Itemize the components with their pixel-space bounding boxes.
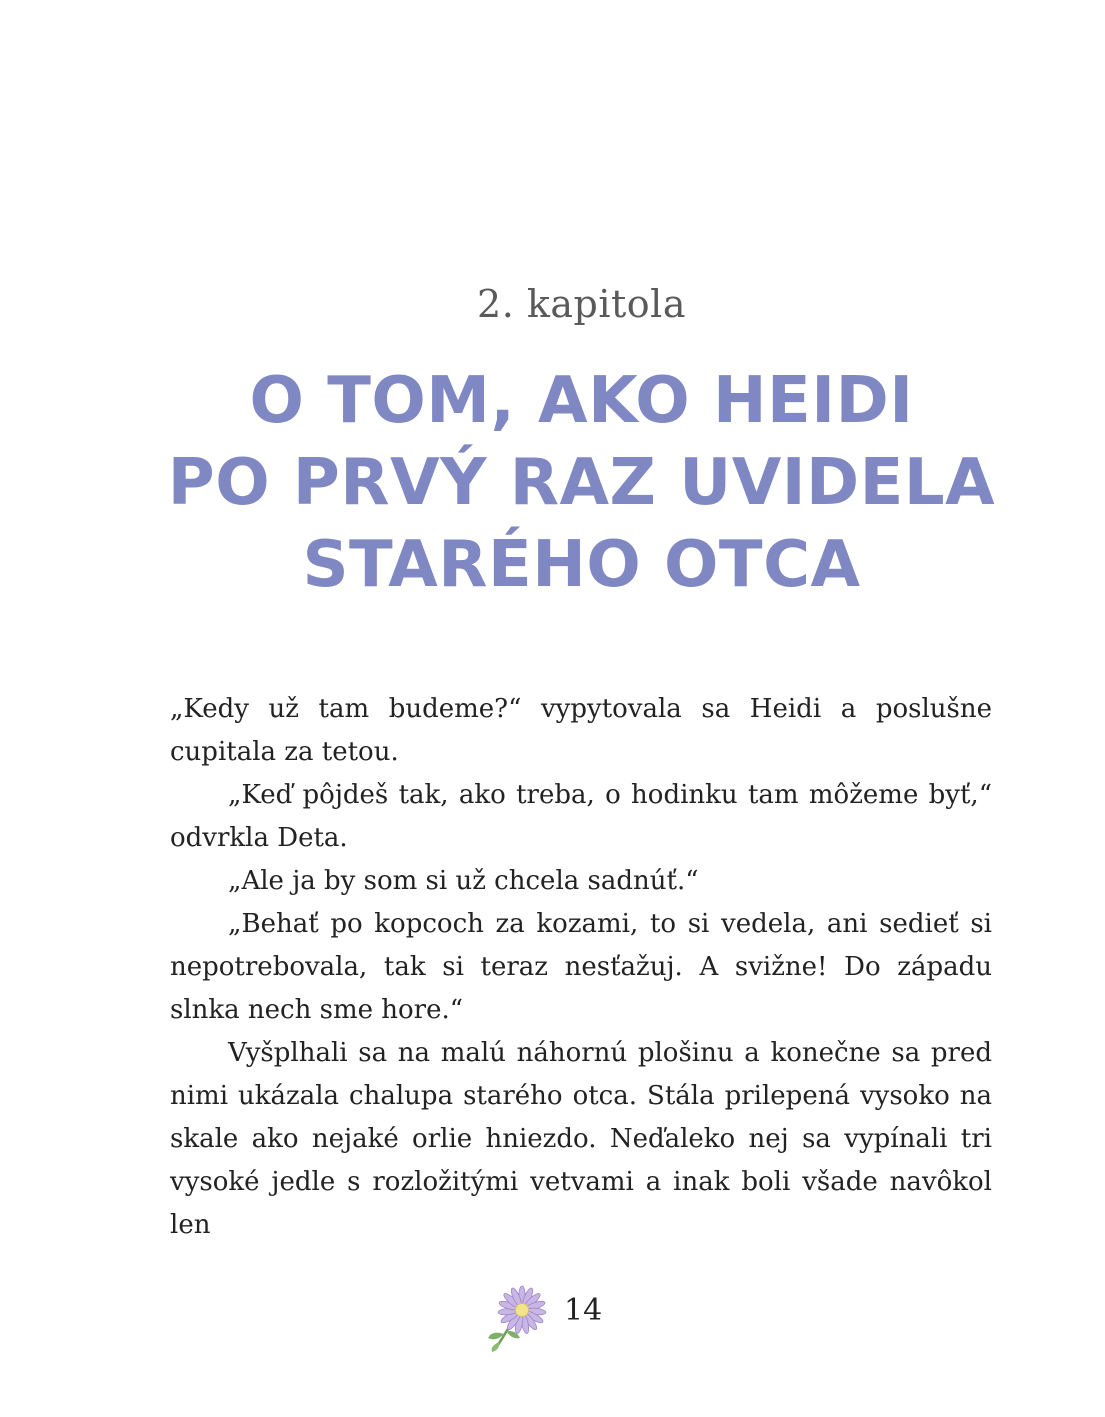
paragraph-5: Vyšplhali sa na malú náhornú plošinu a konečne sa pred nimi ukázala chalupa starého otca. Stála prilepená vysoko na skale ako nejaké orlie hniezdo. Neďaleko nej sa vypínali tri vysoké jedle s rozložitými vetvami a inak boli všade navôkol len [170, 1038, 992, 1240]
chapter-label: 2. kapitola [477, 282, 686, 326]
chapter-title-line-3: STARÉHO OTCA [302, 528, 861, 602]
flower-icon [482, 1284, 556, 1354]
body-text [170, 688, 992, 1247]
chapter-title-line-2: PO PRVÝ RAZ UVIDELA [167, 446, 996, 520]
paragraph-1: „Kedy už tam budeme?“ vypytovala sa Heidi a poslušne cupitala za tetou. [170, 694, 992, 767]
page-number: 14 [564, 1292, 603, 1328]
chapter-title [0, 360, 1105, 606]
paragraph-4: „Behať po kopcoch za kozami, to si vedela, ani sedieť si nepotrebovala, tak si teraz nesťažuj. A svižne! Do západu slnka nech sme hore.“ [170, 909, 992, 1025]
paragraph-3: „Ale ja by som si už chcela sadnúť.“ [228, 866, 699, 896]
page-footer [482, 1284, 602, 1354]
chapter-title-line-1: O TOM, AKO HEIDI [249, 364, 914, 438]
paragraph-2: „Keď pôjdeš tak, ako treba, o hodinku tam môžeme byť,“ odvrkla Deta. [170, 780, 992, 853]
